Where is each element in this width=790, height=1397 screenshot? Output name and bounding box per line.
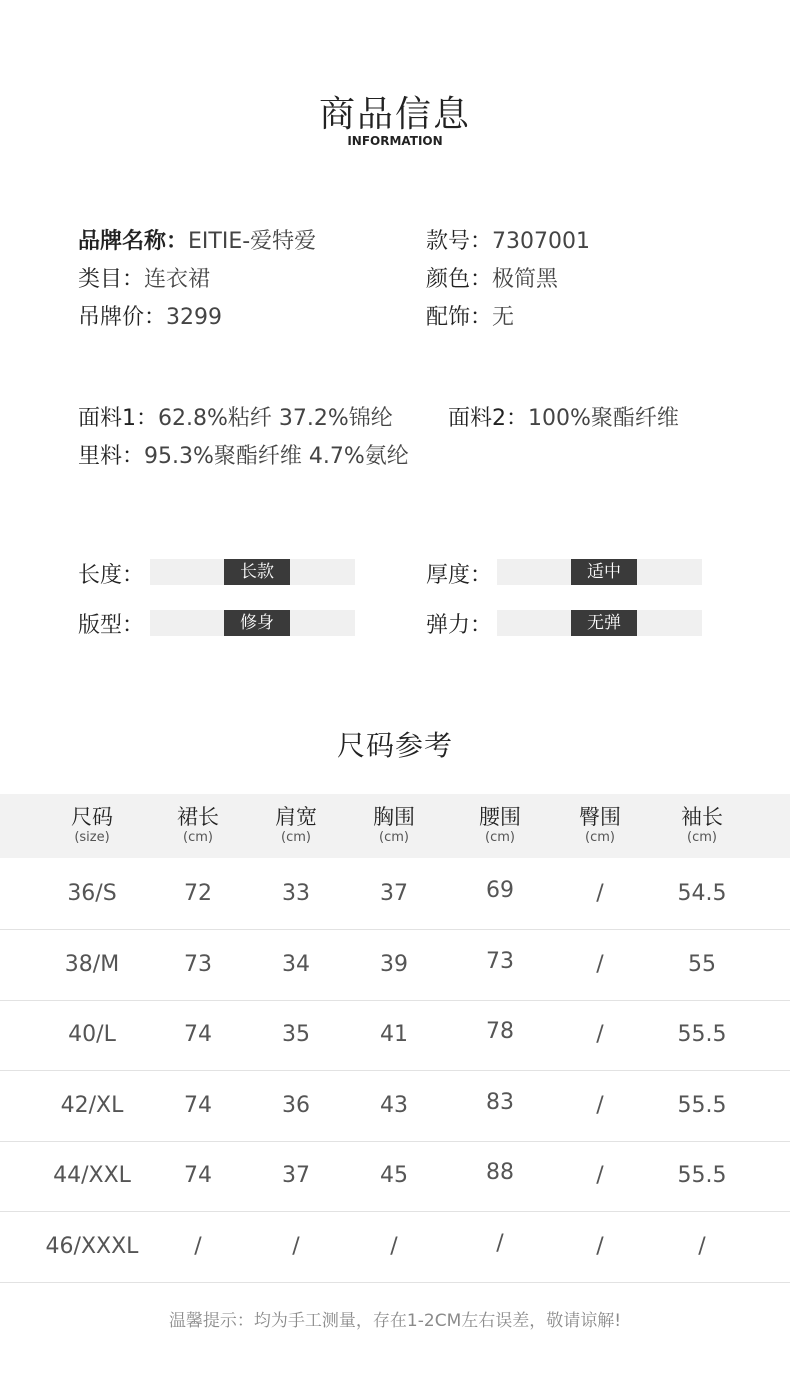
table-row xyxy=(0,929,790,1001)
elastic-scale xyxy=(497,610,702,636)
header-waist: 腰围 (cm) xyxy=(479,805,521,845)
cell-bust: / xyxy=(390,1233,398,1259)
color-value: 极简黑 xyxy=(492,267,559,292)
fit-label: 版型： xyxy=(78,613,145,638)
cell-sleeve: 55.5 xyxy=(677,1092,727,1118)
cell-size: 36/S xyxy=(67,881,117,906)
length-label: 长度： xyxy=(78,563,145,588)
cell-hip: / xyxy=(596,1022,604,1047)
page-title: 商品信息 xyxy=(318,94,471,135)
category-value: 连衣裙 xyxy=(144,267,211,292)
cell-sleeve: 55.5 xyxy=(677,1163,727,1188)
cell-waist: / xyxy=(496,1230,504,1256)
thickness-label: 厚度： xyxy=(426,563,493,588)
cell-sleeve: / xyxy=(698,1233,706,1259)
cell-hip: / xyxy=(596,1233,604,1259)
thickness-scale xyxy=(497,559,702,585)
style-no-row xyxy=(426,224,590,255)
cell-bust: 43 xyxy=(380,1092,408,1118)
table-row xyxy=(0,1211,790,1283)
cell-dress-length: 73 xyxy=(184,951,212,977)
length-tag: 长款 xyxy=(224,559,290,585)
cell-dress-length: 74 xyxy=(184,1022,212,1047)
cell-bust: 39 xyxy=(380,951,408,977)
accessory-label: 配饰： xyxy=(426,305,493,330)
lining-label: 里料： xyxy=(78,444,145,469)
cell-size: 38/M xyxy=(64,951,120,977)
color-row xyxy=(426,262,558,293)
fabric2-label: 面料2： xyxy=(448,406,528,431)
header-bust: 胸围 (cm) xyxy=(373,805,415,845)
fabric1-label: 面料1： xyxy=(78,406,158,431)
fabric2-row xyxy=(448,401,679,432)
fit-scale xyxy=(150,610,355,636)
table-row xyxy=(0,1140,790,1212)
cell-sleeve: 55 xyxy=(688,951,716,977)
header-shoulder: 肩宽 (cm) xyxy=(275,805,317,845)
cell-shoulder: 36 xyxy=(282,1092,310,1118)
accessory-row xyxy=(426,300,514,331)
elastic-label: 弹力： xyxy=(426,613,493,638)
lining-value: 95.3%聚酯纤维 4.7%氨纶 xyxy=(144,444,409,469)
cell-dress-length: 72 xyxy=(184,881,212,906)
cell-hip: / xyxy=(596,1092,604,1118)
cell-sleeve: 54.5 xyxy=(677,881,727,906)
header-hip: 臀围 (cm) xyxy=(579,805,621,845)
table-row xyxy=(0,999,790,1071)
fit-tag: 修身 xyxy=(224,610,290,636)
cell-size: 44/XXL xyxy=(53,1163,131,1188)
header-dress-length: 裙长 (cm) xyxy=(177,805,219,845)
cell-waist: 73 xyxy=(486,948,514,974)
cell-size: 42/XL xyxy=(60,1092,124,1118)
cell-dress-length: 74 xyxy=(184,1092,212,1118)
fabric1-value: 62.8%粘纤 37.2%锦纶 xyxy=(158,406,393,431)
size-table-header xyxy=(0,794,790,858)
cell-sleeve: 55.5 xyxy=(677,1022,727,1047)
brand-value: EITIE-爱特爱 xyxy=(188,229,317,254)
cell-waist: 88 xyxy=(486,1160,514,1185)
cell-shoulder: / xyxy=(292,1233,300,1259)
cell-bust: 37 xyxy=(380,881,408,906)
cell-shoulder: 37 xyxy=(282,1163,310,1188)
category-label: 类目： xyxy=(78,267,145,292)
style-no-value: 7307001 xyxy=(492,229,590,254)
color-label: 颜色： xyxy=(426,267,493,292)
cell-bust: 41 xyxy=(380,1022,408,1047)
brand-label: 品牌名称： xyxy=(78,229,189,254)
cell-waist: 78 xyxy=(486,1019,514,1044)
elastic-tag: 无弹 xyxy=(571,610,637,636)
cell-size: 40/L xyxy=(68,1022,116,1047)
price-label: 吊牌价： xyxy=(78,305,167,330)
lining-row xyxy=(78,439,409,470)
page-subtitle: INFORMATION xyxy=(347,134,443,148)
price-value: 3299 xyxy=(166,305,223,330)
cell-bust: 45 xyxy=(380,1163,408,1188)
table-row xyxy=(0,858,790,930)
header-sleeve: 袖长 (cm) xyxy=(681,805,723,845)
style-no-label: 款号： xyxy=(426,229,493,254)
header-size: 尺码 (size) xyxy=(71,805,113,845)
fabric2-value: 100%聚酯纤维 xyxy=(528,406,679,431)
brand-row xyxy=(78,224,316,255)
cell-shoulder: 33 xyxy=(282,881,310,906)
category-row xyxy=(78,262,210,293)
size-table-title: 尺码参考 xyxy=(336,729,453,762)
cell-dress-length: / xyxy=(194,1233,202,1259)
cell-hip: / xyxy=(596,881,604,906)
fabric1-row xyxy=(78,401,393,432)
length-scale xyxy=(150,559,355,585)
cell-dress-length: 74 xyxy=(184,1163,212,1188)
cell-waist: 83 xyxy=(486,1089,514,1115)
cell-hip: / xyxy=(596,951,604,977)
cell-size: 46/XXXL xyxy=(45,1233,139,1259)
price-row xyxy=(78,300,222,331)
measurement-note: 温馨提示：均为手工测量，存在1-2CM左右误差，敬请谅解! xyxy=(168,1311,622,1331)
accessory-value: 无 xyxy=(492,305,515,330)
cell-waist: 69 xyxy=(486,878,514,903)
cell-hip: / xyxy=(596,1163,604,1188)
cell-shoulder: 34 xyxy=(282,951,310,977)
thickness-tag: 适中 xyxy=(571,559,637,585)
table-row xyxy=(0,1070,790,1142)
cell-shoulder: 35 xyxy=(282,1022,310,1047)
